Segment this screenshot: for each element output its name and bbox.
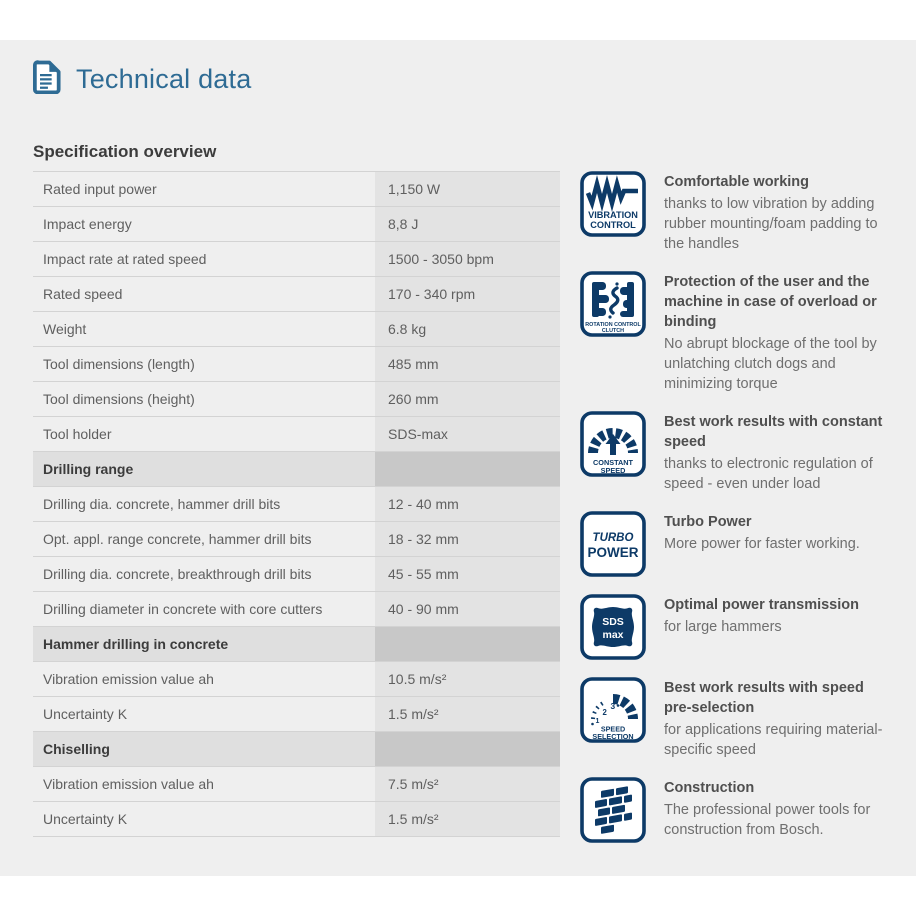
feature-item	[580, 777, 894, 843]
vibration-control-icon	[580, 171, 646, 237]
table-row	[33, 662, 560, 697]
row-label: Opt. appl. range concrete, hammer drill bits	[33, 522, 375, 556]
feature-text	[664, 171, 894, 254]
row-value	[375, 732, 560, 766]
table-row	[33, 312, 560, 347]
feature-item	[580, 594, 894, 660]
row-value: 12 - 40 mm	[375, 487, 560, 521]
row-label: Rated speed	[33, 277, 375, 311]
feature-description: thanks to low vibration by adding rubber mounting/foam padding to the handles	[664, 196, 878, 252]
feature-text	[664, 511, 894, 577]
row-value: 6.8 kg	[375, 312, 560, 346]
row-label: Tool dimensions (height)	[33, 382, 375, 416]
feature-item	[580, 411, 894, 494]
row-value: 1.5 m/s²	[375, 697, 560, 731]
feature-text	[664, 411, 894, 494]
feature-title: Comfortable working	[664, 174, 810, 190]
row-label: Impact rate at rated speed	[33, 242, 375, 276]
row-value: 1,150 W	[375, 172, 560, 206]
feature-text	[664, 777, 894, 843]
row-label: Rated input power	[33, 172, 375, 206]
feature-description: for applications requiring material-specific speed	[664, 722, 883, 758]
row-value: 260 mm	[375, 382, 560, 416]
construction-icon	[580, 777, 646, 843]
row-label: Tool holder	[33, 417, 375, 451]
feature-description: More power for faster working.	[664, 536, 860, 552]
table-row	[33, 802, 560, 837]
feature-title: Turbo Power	[664, 514, 752, 530]
svg-text:max: max	[602, 629, 624, 641]
svg-text:VIBRATION: VIBRATION	[588, 210, 638, 220]
row-label: Tool dimensions (length)	[33, 347, 375, 381]
row-value: 45 - 55 mm	[375, 557, 560, 591]
table-row	[33, 487, 560, 522]
row-value: 10.5 m/s²	[375, 662, 560, 696]
svg-text:SDS: SDS	[602, 616, 624, 628]
feature-item	[580, 171, 894, 254]
row-label: Hammer drilling in concrete	[33, 627, 375, 661]
spec-overview-heading: Specification overview	[33, 142, 217, 161]
feature-title: Best work results with speed pre-selection	[664, 680, 864, 716]
constant-speed-icon	[580, 411, 646, 477]
row-label: Chiselling	[33, 732, 375, 766]
table-row	[33, 557, 560, 592]
row-value	[375, 627, 560, 661]
svg-text:1: 1	[595, 718, 600, 725]
spec-table	[33, 171, 560, 837]
table-row	[33, 767, 560, 802]
svg-text:2: 2	[602, 708, 607, 717]
row-label: Uncertainty K	[33, 697, 375, 731]
features-list	[580, 171, 894, 843]
document-icon	[33, 60, 61, 99]
svg-text:SPEED: SPEED	[600, 466, 626, 475]
feature-title: Optimal power transmission	[664, 597, 859, 613]
table-row	[33, 172, 560, 207]
turbo-power-icon	[580, 511, 646, 577]
svg-text:CONSTANT: CONSTANT	[593, 458, 633, 467]
table-row	[33, 242, 560, 277]
table-row	[33, 592, 560, 627]
table-row	[33, 347, 560, 382]
row-label: Drilling dia. concrete, hammer drill bits	[33, 487, 375, 521]
feature-title: Best work results with constant speed	[664, 414, 883, 450]
feature-title: Construction	[664, 780, 755, 796]
row-value: 8,8 J	[375, 207, 560, 241]
row-value: 170 - 340 rpm	[375, 277, 560, 311]
feature-description: thanks to electronic regulation of speed - even under load	[664, 456, 873, 492]
feature-text	[664, 677, 894, 760]
row-label: Drilling diameter in concrete with core cutters	[33, 592, 375, 626]
speed-selection-icon	[580, 677, 646, 743]
row-value: 1500 - 3050 bpm	[375, 242, 560, 276]
row-label: Drilling dia. concrete, breakthrough drill bits	[33, 557, 375, 591]
feature-title: Protection of the user and the machine in case of overload or binding	[664, 274, 877, 330]
row-label: Vibration emission value ah	[33, 662, 375, 696]
row-label: Weight	[33, 312, 375, 346]
table-section-row	[33, 452, 560, 487]
table-section-row	[33, 627, 560, 662]
page-title-row	[33, 60, 251, 99]
feature-description: for large hammers	[664, 619, 782, 635]
svg-text:3: 3	[610, 701, 616, 711]
row-value: 1.5 m/s²	[375, 802, 560, 836]
row-label: Uncertainty K	[33, 802, 375, 836]
svg-text:ROTATION CONTROL: ROTATION CONTROL	[585, 322, 641, 328]
feature-text	[664, 271, 894, 394]
row-value: 485 mm	[375, 347, 560, 381]
row-label: Impact energy	[33, 207, 375, 241]
feature-item	[580, 271, 894, 394]
sds-max-icon	[580, 594, 646, 660]
table-section-row	[33, 732, 560, 767]
row-value: 18 - 32 mm	[375, 522, 560, 556]
svg-text:CONTROL: CONTROL	[590, 220, 636, 230]
page-title: Technical data	[76, 64, 252, 94]
feature-description: No abrupt blockage of the tool by unlatching clutch dogs and minimizing torque	[664, 336, 877, 392]
row-value: 7.5 m/s²	[375, 767, 560, 801]
svg-text:CLUTCH: CLUTCH	[601, 328, 625, 334]
row-value: SDS-max	[375, 417, 560, 451]
table-row	[33, 382, 560, 417]
table-row	[33, 417, 560, 452]
feature-text	[664, 594, 894, 660]
row-value	[375, 452, 560, 486]
table-row	[33, 207, 560, 242]
svg-text:SELECTION: SELECTION	[592, 732, 634, 741]
feature-item	[580, 511, 894, 577]
table-row	[33, 697, 560, 732]
row-value: 40 - 90 mm	[375, 592, 560, 626]
table-row	[33, 277, 560, 312]
rotation-control-clutch-icon	[580, 271, 646, 337]
row-label: Drilling range	[33, 452, 375, 486]
feature-description: The professional power tools for construction from Bosch.	[664, 802, 871, 838]
technical-data-panel	[0, 40, 916, 876]
feature-item	[580, 677, 894, 760]
table-row	[33, 522, 560, 557]
svg-text:POWER: POWER	[587, 545, 639, 560]
row-label: Vibration emission value ah	[33, 767, 375, 801]
svg-text:SPEED: SPEED	[600, 724, 626, 734]
svg-text:TURBO: TURBO	[592, 532, 634, 544]
